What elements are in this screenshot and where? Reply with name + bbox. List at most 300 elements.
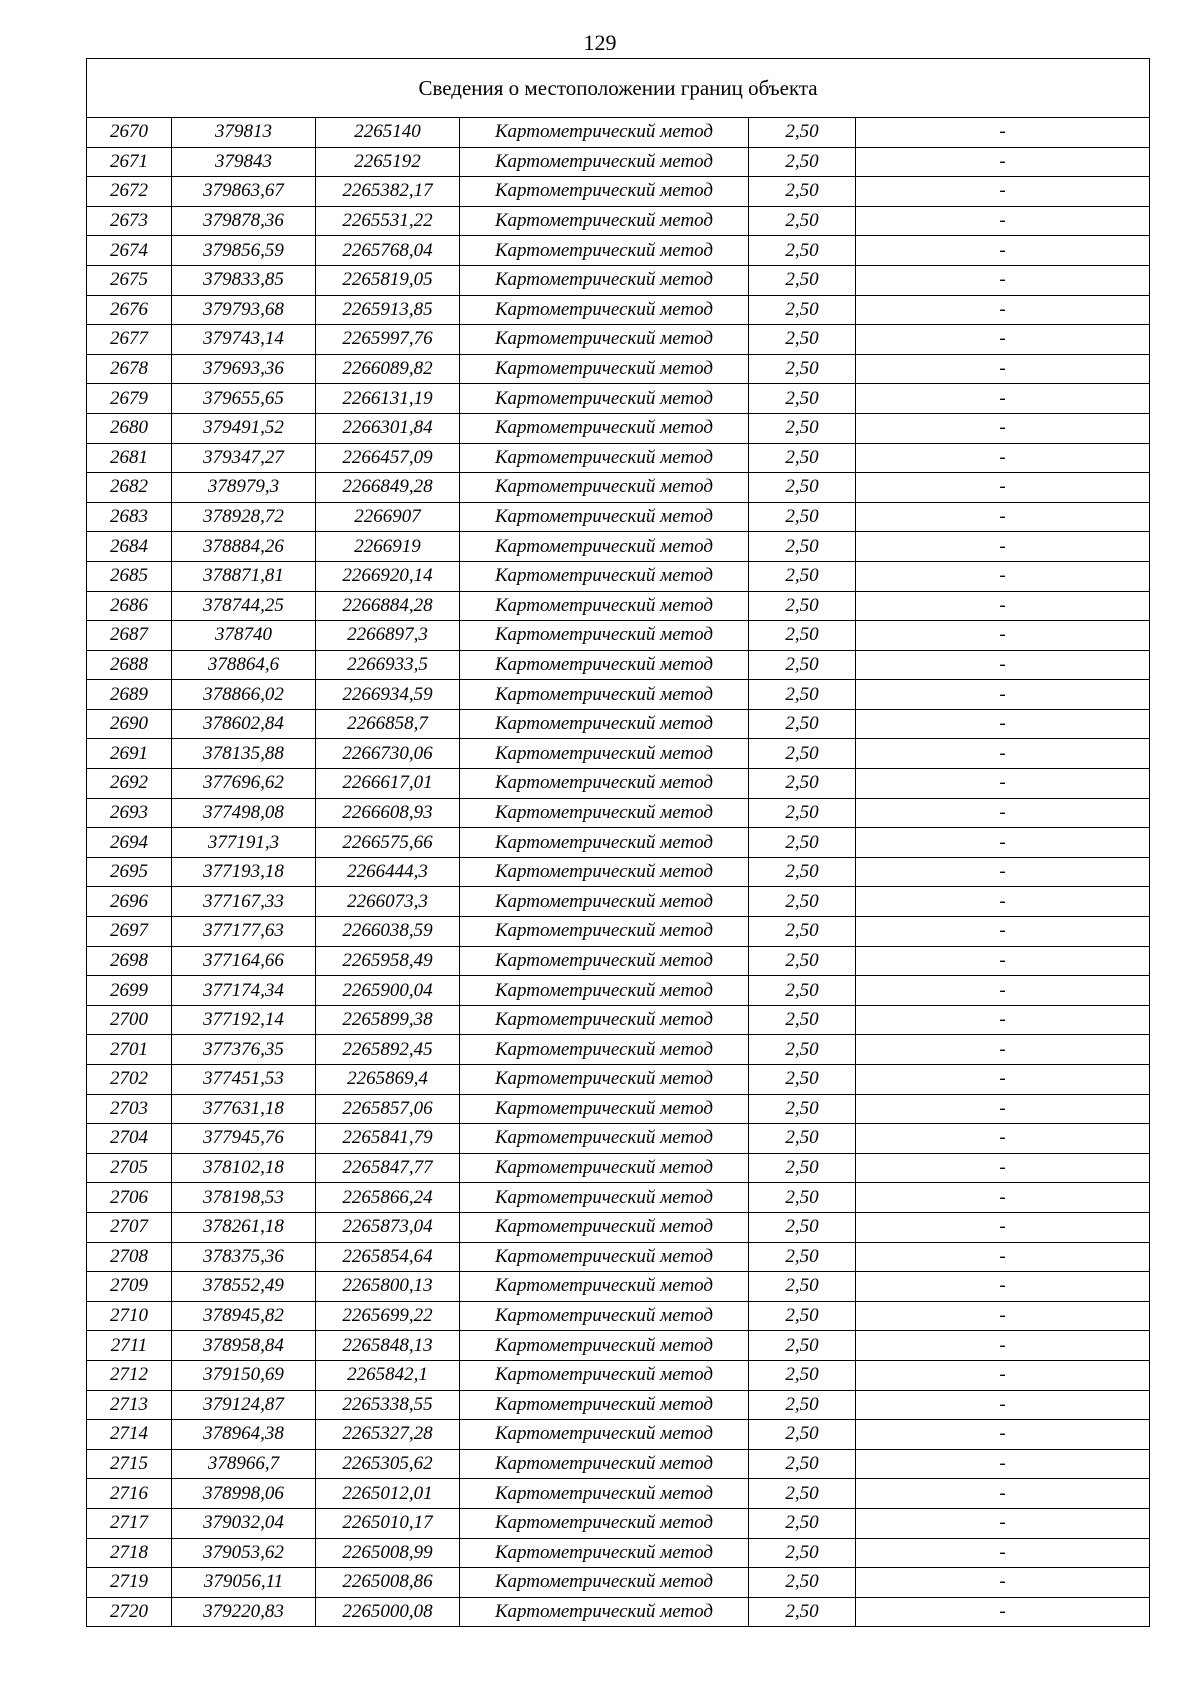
- note-cell: -: [856, 857, 1150, 887]
- y-coordinate-cell: 2266884,28: [316, 591, 460, 621]
- table-row: [87, 798, 1150, 828]
- method-cell: Картометрический метод: [460, 118, 749, 148]
- x-coordinate-cell: 378928,72: [172, 502, 316, 532]
- table-title-row: [87, 59, 1150, 118]
- accuracy-cell: 2,50: [749, 591, 856, 621]
- point-number-cell: 2701: [87, 1035, 172, 1065]
- y-coordinate-cell: 2265847,77: [316, 1153, 460, 1183]
- x-coordinate-cell: 378375,36: [172, 1242, 316, 1272]
- table-row: [87, 1568, 1150, 1598]
- table-row: [87, 1479, 1150, 1509]
- note-cell: -: [856, 709, 1150, 739]
- table-row: [87, 502, 1150, 532]
- x-coordinate-cell: 379655,65: [172, 384, 316, 414]
- accuracy-cell: 2,50: [749, 828, 856, 858]
- method-cell: Картометрический метод: [460, 1331, 749, 1361]
- method-cell: Картометрический метод: [460, 798, 749, 828]
- note-cell: -: [856, 591, 1150, 621]
- note-cell: -: [856, 265, 1150, 295]
- x-coordinate-cell: 378602,84: [172, 709, 316, 739]
- accuracy-cell: 2,50: [749, 473, 856, 503]
- table-body: [87, 59, 1150, 1627]
- x-coordinate-cell: 378871,81: [172, 561, 316, 591]
- table-row: [87, 1035, 1150, 1065]
- note-cell: -: [856, 1124, 1150, 1154]
- y-coordinate-cell: 2266919: [316, 532, 460, 562]
- accuracy-cell: 2,50: [749, 857, 856, 887]
- method-cell: Картометрический метод: [460, 739, 749, 769]
- y-coordinate-cell: 2265869,4: [316, 1065, 460, 1095]
- accuracy-cell: 2,50: [749, 887, 856, 917]
- x-coordinate-cell: 379032,04: [172, 1508, 316, 1538]
- accuracy-cell: 2,50: [749, 206, 856, 236]
- x-coordinate-cell: 379833,85: [172, 265, 316, 295]
- method-cell: Картометрический метод: [460, 532, 749, 562]
- point-number-cell: 2711: [87, 1331, 172, 1361]
- method-cell: Картометрический метод: [460, 1420, 749, 1450]
- x-coordinate-cell: 377631,18: [172, 1094, 316, 1124]
- method-cell: Картометрический метод: [460, 354, 749, 384]
- table-row: [87, 1301, 1150, 1331]
- point-number-cell: 2707: [87, 1212, 172, 1242]
- point-number-cell: 2713: [87, 1390, 172, 1420]
- method-cell: Картометрический метод: [460, 1479, 749, 1509]
- note-cell: -: [856, 650, 1150, 680]
- x-coordinate-cell: 378198,53: [172, 1183, 316, 1213]
- y-coordinate-cell: 2265958,49: [316, 946, 460, 976]
- table-row: [87, 384, 1150, 414]
- accuracy-cell: 2,50: [749, 621, 856, 651]
- note-cell: -: [856, 1212, 1150, 1242]
- point-number-cell: 2681: [87, 443, 172, 473]
- x-coordinate-cell: 378552,49: [172, 1272, 316, 1302]
- y-coordinate-cell: 2265841,79: [316, 1124, 460, 1154]
- table-row: [87, 1242, 1150, 1272]
- table-row: [87, 532, 1150, 562]
- method-cell: Картометрический метод: [460, 236, 749, 266]
- x-coordinate-cell: 378261,18: [172, 1212, 316, 1242]
- point-number-cell: 2683: [87, 502, 172, 532]
- x-coordinate-cell: 378964,38: [172, 1420, 316, 1450]
- point-number-cell: 2694: [87, 828, 172, 858]
- accuracy-cell: 2,50: [749, 798, 856, 828]
- method-cell: Картометрический метод: [460, 946, 749, 976]
- point-number-cell: 2693: [87, 798, 172, 828]
- table-row: [87, 1272, 1150, 1302]
- y-coordinate-cell: 2265012,01: [316, 1479, 460, 1509]
- note-cell: -: [856, 917, 1150, 947]
- note-cell: -: [856, 473, 1150, 503]
- point-number-cell: 2690: [87, 709, 172, 739]
- y-coordinate-cell: 2266934,59: [316, 680, 460, 710]
- table-row: [87, 325, 1150, 355]
- x-coordinate-cell: 379793,68: [172, 295, 316, 325]
- method-cell: Картометрический метод: [460, 1035, 749, 1065]
- note-cell: -: [856, 206, 1150, 236]
- table-row: [87, 147, 1150, 177]
- accuracy-cell: 2,50: [749, 1035, 856, 1065]
- accuracy-cell: 2,50: [749, 1212, 856, 1242]
- table-row: [87, 265, 1150, 295]
- table-row: [87, 443, 1150, 473]
- table-row: [87, 709, 1150, 739]
- note-cell: -: [856, 1183, 1150, 1213]
- x-coordinate-cell: 377945,76: [172, 1124, 316, 1154]
- x-coordinate-cell: 379150,69: [172, 1360, 316, 1390]
- x-coordinate-cell: 378966,7: [172, 1449, 316, 1479]
- accuracy-cell: 2,50: [749, 147, 856, 177]
- x-coordinate-cell: 379053,62: [172, 1538, 316, 1568]
- accuracy-cell: 2,50: [749, 354, 856, 384]
- note-cell: -: [856, 147, 1150, 177]
- accuracy-cell: 2,50: [749, 1094, 856, 1124]
- accuracy-cell: 2,50: [749, 265, 856, 295]
- table-row: [87, 561, 1150, 591]
- note-cell: -: [856, 236, 1150, 266]
- x-coordinate-cell: 378998,06: [172, 1479, 316, 1509]
- method-cell: Картометрический метод: [460, 828, 749, 858]
- method-cell: Картометрический метод: [460, 1065, 749, 1095]
- method-cell: Картометрический метод: [460, 473, 749, 503]
- table-row: [87, 887, 1150, 917]
- point-number-cell: 2704: [87, 1124, 172, 1154]
- y-coordinate-cell: 2265900,04: [316, 976, 460, 1006]
- y-coordinate-cell: 2265800,13: [316, 1272, 460, 1302]
- table-row: [87, 1065, 1150, 1095]
- x-coordinate-cell: 378102,18: [172, 1153, 316, 1183]
- point-number-cell: 2670: [87, 118, 172, 148]
- x-coordinate-cell: 377164,66: [172, 946, 316, 976]
- method-cell: Картометрический метод: [460, 887, 749, 917]
- x-coordinate-cell: 379491,52: [172, 413, 316, 443]
- accuracy-cell: 2,50: [749, 1005, 856, 1035]
- accuracy-cell: 2,50: [749, 1508, 856, 1538]
- method-cell: Картометрический метод: [460, 1242, 749, 1272]
- accuracy-cell: 2,50: [749, 650, 856, 680]
- table-row: [87, 591, 1150, 621]
- table-row: [87, 206, 1150, 236]
- note-cell: -: [856, 1242, 1150, 1272]
- accuracy-cell: 2,50: [749, 325, 856, 355]
- y-coordinate-cell: 2265382,17: [316, 177, 460, 207]
- point-number-cell: 2692: [87, 769, 172, 799]
- table-row: [87, 118, 1150, 148]
- accuracy-cell: 2,50: [749, 384, 856, 414]
- y-coordinate-cell: 2265699,22: [316, 1301, 460, 1331]
- note-cell: -: [856, 295, 1150, 325]
- x-coordinate-cell: 377191,3: [172, 828, 316, 858]
- method-cell: Картометрический метод: [460, 1390, 749, 1420]
- table-row: [87, 1538, 1150, 1568]
- method-cell: Картометрический метод: [460, 1301, 749, 1331]
- point-number-cell: 2674: [87, 236, 172, 266]
- method-cell: Картометрический метод: [460, 384, 749, 414]
- point-number-cell: 2679: [87, 384, 172, 414]
- note-cell: -: [856, 1153, 1150, 1183]
- note-cell: -: [856, 946, 1150, 976]
- method-cell: Картометрический метод: [460, 502, 749, 532]
- method-cell: Картометрический метод: [460, 709, 749, 739]
- y-coordinate-cell: 2265008,99: [316, 1538, 460, 1568]
- y-coordinate-cell: 2265192: [316, 147, 460, 177]
- accuracy-cell: 2,50: [749, 118, 856, 148]
- y-coordinate-cell: 2266457,09: [316, 443, 460, 473]
- accuracy-cell: 2,50: [749, 1568, 856, 1598]
- x-coordinate-cell: 377696,62: [172, 769, 316, 799]
- note-cell: -: [856, 1479, 1150, 1509]
- method-cell: Картометрический метод: [460, 1272, 749, 1302]
- x-coordinate-cell: 379843: [172, 147, 316, 177]
- note-cell: -: [856, 798, 1150, 828]
- table-row: [87, 621, 1150, 651]
- table-row: [87, 680, 1150, 710]
- page-number: 129: [583, 30, 617, 55]
- accuracy-cell: 2,50: [749, 1360, 856, 1390]
- y-coordinate-cell: 2266301,84: [316, 413, 460, 443]
- method-cell: Картометрический метод: [460, 295, 749, 325]
- accuracy-cell: 2,50: [749, 1390, 856, 1420]
- x-coordinate-cell: 378740: [172, 621, 316, 651]
- y-coordinate-cell: 2266038,59: [316, 917, 460, 947]
- point-number-cell: 2709: [87, 1272, 172, 1302]
- note-cell: -: [856, 1360, 1150, 1390]
- point-number-cell: 2677: [87, 325, 172, 355]
- note-cell: -: [856, 887, 1150, 917]
- x-coordinate-cell: 378864,6: [172, 650, 316, 680]
- method-cell: Картометрический метод: [460, 1538, 749, 1568]
- table-row: [87, 1094, 1150, 1124]
- accuracy-cell: 2,50: [749, 739, 856, 769]
- x-coordinate-cell: 378979,3: [172, 473, 316, 503]
- x-coordinate-cell: 378866,02: [172, 680, 316, 710]
- accuracy-cell: 2,50: [749, 1420, 856, 1450]
- method-cell: Картометрический метод: [460, 206, 749, 236]
- y-coordinate-cell: 2266131,19: [316, 384, 460, 414]
- x-coordinate-cell: 379878,36: [172, 206, 316, 236]
- x-coordinate-cell: 379856,59: [172, 236, 316, 266]
- note-cell: -: [856, 1035, 1150, 1065]
- point-number-cell: 2671: [87, 147, 172, 177]
- x-coordinate-cell: 377192,14: [172, 1005, 316, 1035]
- x-coordinate-cell: 379347,27: [172, 443, 316, 473]
- point-number-cell: 2710: [87, 1301, 172, 1331]
- y-coordinate-cell: 2265997,76: [316, 325, 460, 355]
- note-cell: -: [856, 1597, 1150, 1627]
- note-cell: -: [856, 621, 1150, 651]
- method-cell: Картометрический метод: [460, 147, 749, 177]
- note-cell: -: [856, 502, 1150, 532]
- table-row: [87, 769, 1150, 799]
- note-cell: -: [856, 1005, 1150, 1035]
- table-row: [87, 473, 1150, 503]
- accuracy-cell: 2,50: [749, 177, 856, 207]
- table-row: [87, 1597, 1150, 1627]
- point-number-cell: 2715: [87, 1449, 172, 1479]
- point-number-cell: 2675: [87, 265, 172, 295]
- y-coordinate-cell: 2266444,3: [316, 857, 460, 887]
- method-cell: Картометрический метод: [460, 1568, 749, 1598]
- x-coordinate-cell: 377174,34: [172, 976, 316, 1006]
- method-cell: Картометрический метод: [460, 621, 749, 651]
- y-coordinate-cell: 2266849,28: [316, 473, 460, 503]
- note-cell: -: [856, 561, 1150, 591]
- table-row: [87, 1449, 1150, 1479]
- table-row: [87, 739, 1150, 769]
- accuracy-cell: 2,50: [749, 413, 856, 443]
- x-coordinate-cell: 378135,88: [172, 739, 316, 769]
- point-number-cell: 2717: [87, 1508, 172, 1538]
- point-number-cell: 2699: [87, 976, 172, 1006]
- accuracy-cell: 2,50: [749, 1183, 856, 1213]
- note-cell: -: [856, 384, 1150, 414]
- y-coordinate-cell: 2266897,3: [316, 621, 460, 651]
- y-coordinate-cell: 2265008,86: [316, 1568, 460, 1598]
- method-cell: Картометрический метод: [460, 443, 749, 473]
- table-row: [87, 1390, 1150, 1420]
- note-cell: -: [856, 1508, 1150, 1538]
- y-coordinate-cell: 2265768,04: [316, 236, 460, 266]
- y-coordinate-cell: 2266920,14: [316, 561, 460, 591]
- y-coordinate-cell: 2265873,04: [316, 1212, 460, 1242]
- point-number-cell: 2716: [87, 1479, 172, 1509]
- x-coordinate-cell: 378958,84: [172, 1331, 316, 1361]
- method-cell: Картометрический метод: [460, 650, 749, 680]
- note-cell: -: [856, 1331, 1150, 1361]
- accuracy-cell: 2,50: [749, 532, 856, 562]
- method-cell: Картометрический метод: [460, 1005, 749, 1035]
- point-number-cell: 2719: [87, 1568, 172, 1598]
- x-coordinate-cell: 378744,25: [172, 591, 316, 621]
- table-row: [87, 1124, 1150, 1154]
- accuracy-cell: 2,50: [749, 1597, 856, 1627]
- x-coordinate-cell: 379124,87: [172, 1390, 316, 1420]
- point-number-cell: 2688: [87, 650, 172, 680]
- y-coordinate-cell: 2265892,45: [316, 1035, 460, 1065]
- point-number-cell: 2689: [87, 680, 172, 710]
- y-coordinate-cell: 2265531,22: [316, 206, 460, 236]
- y-coordinate-cell: 2265338,55: [316, 1390, 460, 1420]
- accuracy-cell: 2,50: [749, 236, 856, 266]
- note-cell: -: [856, 1538, 1150, 1568]
- point-number-cell: 2686: [87, 591, 172, 621]
- x-coordinate-cell: 378945,82: [172, 1301, 316, 1331]
- y-coordinate-cell: 2265899,38: [316, 1005, 460, 1035]
- note-cell: -: [856, 1094, 1150, 1124]
- point-number-cell: 2700: [87, 1005, 172, 1035]
- point-number-cell: 2680: [87, 413, 172, 443]
- accuracy-cell: 2,50: [749, 1124, 856, 1154]
- note-cell: -: [856, 1065, 1150, 1095]
- note-cell: -: [856, 532, 1150, 562]
- accuracy-cell: 2,50: [749, 443, 856, 473]
- point-number-cell: 2712: [87, 1360, 172, 1390]
- boundary-coordinates-table: [86, 58, 1150, 1627]
- note-cell: -: [856, 413, 1150, 443]
- point-number-cell: 2718: [87, 1538, 172, 1568]
- point-number-cell: 2697: [87, 917, 172, 947]
- method-cell: Картометрический метод: [460, 561, 749, 591]
- point-number-cell: 2691: [87, 739, 172, 769]
- point-number-cell: 2672: [87, 177, 172, 207]
- y-coordinate-cell: 2266858,7: [316, 709, 460, 739]
- table-row: [87, 1183, 1150, 1213]
- x-coordinate-cell: 379863,67: [172, 177, 316, 207]
- y-coordinate-cell: 2265854,64: [316, 1242, 460, 1272]
- point-number-cell: 2687: [87, 621, 172, 651]
- table-row: [87, 1420, 1150, 1450]
- y-coordinate-cell: 2266089,82: [316, 354, 460, 384]
- y-coordinate-cell: 2265819,05: [316, 265, 460, 295]
- table-row: [87, 177, 1150, 207]
- note-cell: -: [856, 1390, 1150, 1420]
- point-number-cell: 2698: [87, 946, 172, 976]
- table-row: [87, 1508, 1150, 1538]
- point-number-cell: 2676: [87, 295, 172, 325]
- point-number-cell: 2673: [87, 206, 172, 236]
- accuracy-cell: 2,50: [749, 561, 856, 591]
- y-coordinate-cell: 2266730,06: [316, 739, 460, 769]
- table-row: [87, 1153, 1150, 1183]
- method-cell: Картометрический метод: [460, 1094, 749, 1124]
- accuracy-cell: 2,50: [749, 1449, 856, 1479]
- y-coordinate-cell: 2265305,62: [316, 1449, 460, 1479]
- accuracy-cell: 2,50: [749, 1272, 856, 1302]
- table-row: [87, 946, 1150, 976]
- y-coordinate-cell: 2265866,24: [316, 1183, 460, 1213]
- y-coordinate-cell: 2265010,17: [316, 1508, 460, 1538]
- note-cell: -: [856, 443, 1150, 473]
- method-cell: Картометрический метод: [460, 1597, 749, 1627]
- method-cell: Картометрический метод: [460, 680, 749, 710]
- y-coordinate-cell: 2265857,06: [316, 1094, 460, 1124]
- table-row: [87, 857, 1150, 887]
- accuracy-cell: 2,50: [749, 295, 856, 325]
- accuracy-cell: 2,50: [749, 946, 856, 976]
- method-cell: Картометрический метод: [460, 1124, 749, 1154]
- point-number-cell: 2706: [87, 1183, 172, 1213]
- x-coordinate-cell: 377498,08: [172, 798, 316, 828]
- x-coordinate-cell: 377376,35: [172, 1035, 316, 1065]
- note-cell: -: [856, 828, 1150, 858]
- accuracy-cell: 2,50: [749, 1331, 856, 1361]
- accuracy-cell: 2,50: [749, 1479, 856, 1509]
- table-row: [87, 354, 1150, 384]
- accuracy-cell: 2,50: [749, 1153, 856, 1183]
- table-row: [87, 917, 1150, 947]
- method-cell: Картометрический метод: [460, 1153, 749, 1183]
- y-coordinate-cell: 2266608,93: [316, 798, 460, 828]
- point-number-cell: 2684: [87, 532, 172, 562]
- y-coordinate-cell: 2265848,13: [316, 1331, 460, 1361]
- y-coordinate-cell: 2266907: [316, 502, 460, 532]
- x-coordinate-cell: 377167,33: [172, 887, 316, 917]
- table-row: [87, 1331, 1150, 1361]
- note-cell: -: [856, 1449, 1150, 1479]
- point-number-cell: 2714: [87, 1420, 172, 1450]
- y-coordinate-cell: 2265913,85: [316, 295, 460, 325]
- table-row: [87, 236, 1150, 266]
- method-cell: Картометрический метод: [460, 1212, 749, 1242]
- y-coordinate-cell: 2266617,01: [316, 769, 460, 799]
- accuracy-cell: 2,50: [749, 1242, 856, 1272]
- accuracy-cell: 2,50: [749, 502, 856, 532]
- table-row: [87, 976, 1150, 1006]
- x-coordinate-cell: 379743,14: [172, 325, 316, 355]
- x-coordinate-cell: 379693,36: [172, 354, 316, 384]
- accuracy-cell: 2,50: [749, 680, 856, 710]
- y-coordinate-cell: 2266575,66: [316, 828, 460, 858]
- point-number-cell: 2696: [87, 887, 172, 917]
